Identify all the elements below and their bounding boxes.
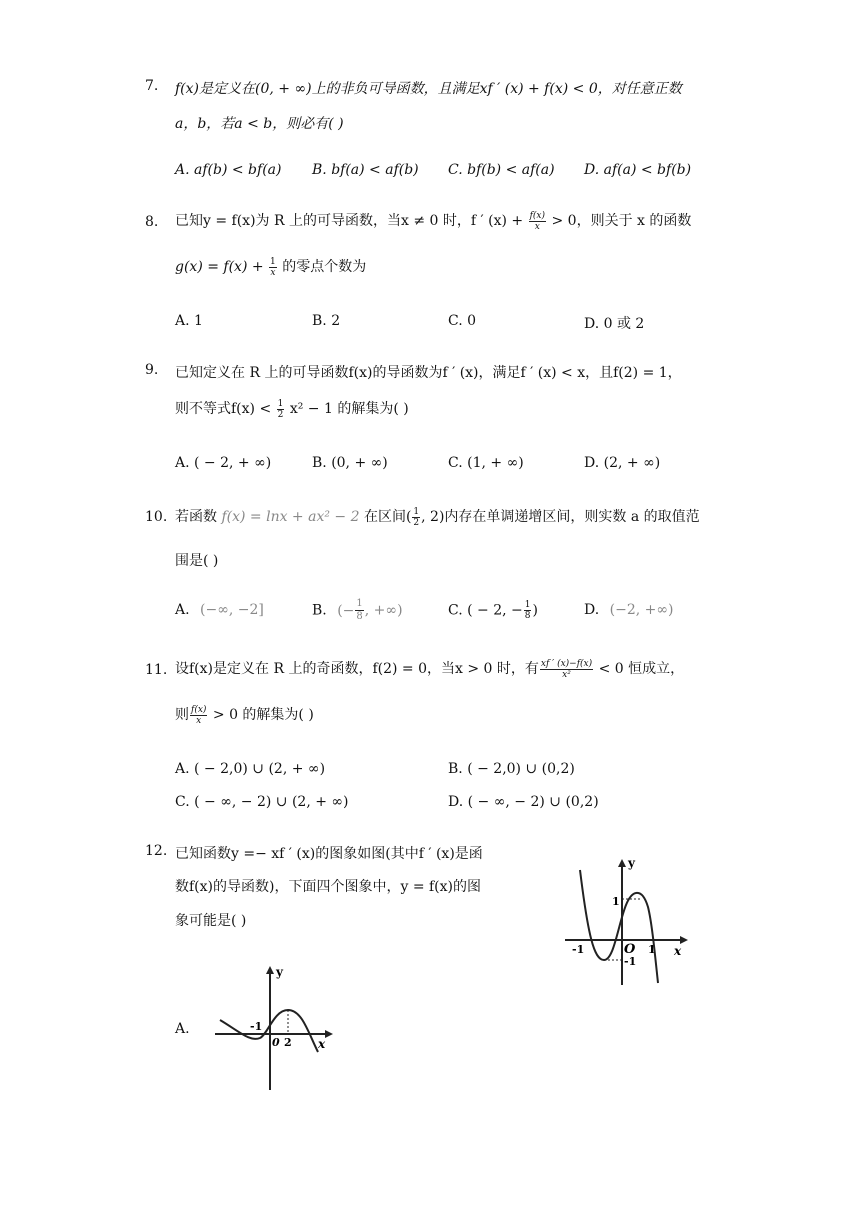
q8-frac2-num: 1 (270, 256, 276, 267)
main-graph-tick-neg1: -1 (572, 943, 585, 956)
q10-line1-text-c: , 2)内存在单调递增区间，则实数 a 的取值范 (421, 509, 700, 525)
q10-option-b-pre: (− (337, 602, 355, 619)
q9-number: 9. (145, 362, 159, 378)
main-graph-tick-y1: 1 (612, 895, 620, 908)
q10-option-c-num: 1 (524, 600, 531, 610)
q8-line1-text-b: > 0，则关于 x 的函数 (551, 213, 692, 229)
q8-line1-text-a: 已知y = f(x)为 R 上的可导函数，当x ≠ 0 时，f ′ (x) + (175, 213, 524, 229)
q12-option-a-graph[interactable] (210, 962, 340, 1094)
q11-option-a[interactable]: A. ( − 2,0) ∪ (2, + ∞) (175, 761, 326, 777)
q9-frac-num: 1 (277, 398, 284, 409)
q12-main-graph (560, 855, 690, 990)
q8-number: 8. (145, 214, 159, 230)
q10-option-b-num: 1 (356, 598, 363, 609)
q11-frac2-num: f(x) (191, 704, 207, 715)
q10-option-c-fraction (524, 600, 532, 621)
q10-frac-den: 2 (413, 517, 420, 528)
q10-line1 (175, 506, 700, 528)
q11-frac-den: x² (562, 669, 571, 680)
q10-option-b[interactable] (312, 598, 403, 623)
q10-option-c-den: 8 (524, 611, 531, 621)
q12-line2: 数f(x)的导函数)，下面四个图象中，y = f(x)的图 (175, 879, 482, 895)
q11-line2-text-a: 则 (175, 707, 189, 723)
q11-number: 11. (145, 662, 168, 678)
graph-a-tick-neg1: -1 (250, 1020, 263, 1033)
q7-line2: a，b，若a < b，则必有( ) (175, 116, 344, 132)
q11-line2 (175, 704, 314, 726)
q11-line1-text-a: 设f(x)是定义在 R 上的奇函数，f(2) = 0，当x > 0 时，有 (175, 661, 539, 677)
q10-option-c-pre: C. ( − 2, − (448, 602, 523, 619)
graph-a-tick-2: 2 (284, 1036, 292, 1049)
q8-option-a[interactable]: A. 1 (175, 313, 203, 329)
q12-option-a-label[interactable]: A. (175, 1021, 190, 1037)
main-graph-x-label: x (674, 944, 682, 958)
graph-a-x-label: x (318, 1037, 326, 1051)
q8-option-b[interactable]: B. 2 (312, 313, 341, 329)
q8-line2 (175, 256, 366, 278)
q7-option-d[interactable]: D. af(a) < bf(b) (584, 162, 692, 178)
q10-fraction (412, 507, 420, 528)
q12-line3: 象可能是( ) (175, 913, 247, 929)
q7-line1: f(x)是定义在(0, + ∞)上的非负可导函数，且满足xf ′ (x) + f(x) < 0，对任意正数 (175, 81, 682, 97)
q10-number: 10. (145, 509, 168, 525)
q11-line1-text-b: < 0 恒成立， (598, 661, 685, 677)
main-graph-x-arrow (680, 936, 688, 944)
q8-line2-text-b: 的零点个数为 (282, 259, 367, 275)
q10-option-b-label: B. (312, 602, 327, 619)
q11-option-c[interactable]: C. ( − ∞, − 2) ∪ (2, + ∞) (175, 794, 349, 810)
q7-number: 7. (145, 78, 159, 94)
q9-line2 (175, 398, 409, 420)
q11-frac-num: xf ′ (x)−f(x) (540, 658, 593, 669)
q11-frac2-den: x (196, 715, 202, 726)
graph-a-origin: 0 (272, 1036, 280, 1049)
q8-frac1-den: x (534, 221, 540, 232)
q7-option-a[interactable]: A. af(b) < bf(a) (175, 162, 282, 178)
q8-frac2-den: x (270, 267, 276, 278)
q10-option-b-fraction (355, 598, 363, 623)
graph-a-x-arrow (325, 1030, 333, 1038)
q10-option-d-label: D. (584, 602, 600, 618)
q9-line2-text-a: 则不等式f(x) < (175, 401, 272, 417)
q10-function: f(x) = lnx + ax² − 2 (221, 509, 360, 525)
graph-a-y-label: y (276, 965, 283, 979)
q8-line1 (175, 210, 691, 232)
q9-option-b[interactable]: B. (0, + ∞) (312, 455, 388, 471)
main-graph-y-label: y (628, 856, 635, 870)
q11-option-d[interactable]: D. ( − ∞, − 2) ∪ (0,2) (448, 794, 599, 810)
q9-line1: 已知定义在 R 上的可导函数f(x)的导函数为f ′ (x)，满足f ′ (x) < x，且f(2) = 1， (175, 365, 682, 381)
q10-option-c[interactable] (448, 600, 538, 621)
q9-option-d[interactable]: D. (2, + ∞) (584, 455, 661, 471)
q8-line2-text-a: g(x) = f(x) + (175, 259, 264, 275)
q11-fraction-2 (190, 705, 207, 726)
graph-a-y-arrow (266, 966, 274, 974)
q10-line1-text-a: 若函数 (175, 509, 217, 525)
q10-line2: 围是( ) (175, 553, 219, 569)
q9-line2-text-b: x² − 1 的解集为( ) (289, 401, 409, 417)
q10-frac-num: 1 (413, 506, 420, 517)
q10-line1-text-b: 在区间( (363, 509, 412, 525)
q8-fraction-1 (529, 211, 546, 232)
main-graph-origin: O (624, 942, 636, 957)
q10-option-d-value: (−2, +∞) (609, 602, 674, 618)
q10-option-d[interactable] (584, 602, 674, 618)
q8-frac1-num: f(x) (529, 210, 546, 221)
q10-option-a-label: A. (175, 602, 190, 618)
q9-option-a[interactable]: A. ( − 2, + ∞) (175, 455, 272, 471)
q10-option-b-post: , +∞) (364, 602, 403, 619)
q11-fraction (540, 659, 593, 680)
q7-option-c[interactable]: C. bf(b) < af(a) (448, 162, 555, 178)
q8-option-c[interactable]: C. 0 (448, 313, 477, 329)
q10-option-c-post: ) (532, 602, 538, 619)
q11-line1 (175, 658, 684, 680)
q11-option-b[interactable]: B. ( − 2,0) ∪ (0,2) (448, 761, 575, 777)
q10-option-a[interactable] (175, 602, 264, 618)
q9-fraction (277, 399, 285, 420)
q11-line2-text-b: > 0 的解集为( ) (212, 707, 314, 723)
q9-frac-den: 2 (277, 409, 284, 420)
q9-option-c[interactable]: C. (1, + ∞) (448, 455, 524, 471)
q10-option-b-den: 8 (356, 611, 363, 622)
q7-option-b[interactable]: B. bf(a) < af(b) (312, 162, 419, 178)
q12-line1: 已知函数y =− xf ′ (x)的图象如图(其中f ′ (x)是函 (175, 846, 483, 862)
main-graph-curve (580, 870, 658, 983)
main-graph-tick-1: 1 (648, 943, 656, 956)
main-graph-y-arrow (618, 859, 626, 867)
q8-option-d[interactable]: D. 0 或 2 (584, 316, 645, 332)
q12-number: 12. (145, 843, 168, 859)
q8-fraction-2 (269, 257, 277, 278)
q10-option-a-value: (−∞, −2] (200, 602, 264, 618)
main-graph-tick-yneg1: -1 (624, 955, 637, 968)
